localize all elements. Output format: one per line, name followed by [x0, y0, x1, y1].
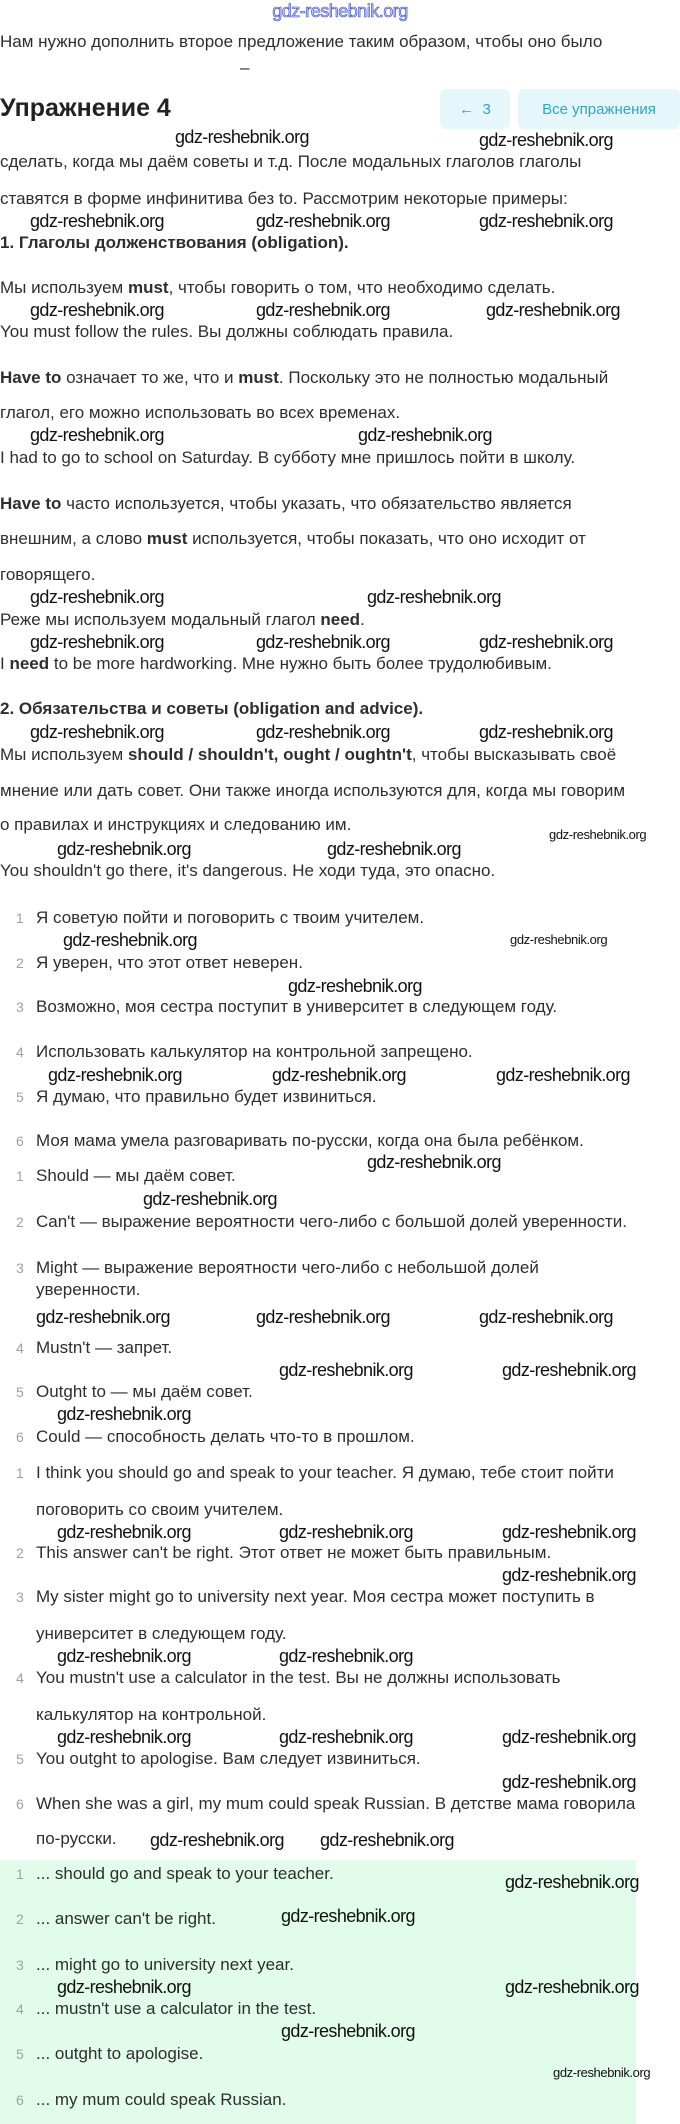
watermark: gdz-reshebnik.org — [288, 976, 422, 996]
watermark: gdz-reshebnik.org — [175, 127, 309, 147]
text: I — [0, 654, 10, 673]
watermark: gdz-reshebnik.org — [57, 1646, 191, 1666]
item-number: 1 — [16, 1866, 24, 1882]
text: . — [360, 610, 365, 629]
watermark: gdz-reshebnik.org — [479, 130, 613, 150]
watermark: gdz-reshebnik.org — [256, 722, 390, 742]
watermark: gdz-reshebnik.org — [57, 1977, 191, 1997]
watermark: gdz-reshebnik.org — [486, 300, 620, 320]
item-number: 3 — [16, 1957, 24, 1973]
text: . Поскольку это не полностью модальный — [278, 368, 609, 387]
item-number: 3 — [16, 999, 24, 1015]
theory-text: глагол, его можно использовать во всех временах. — [0, 403, 401, 422]
answer-item: ... my mum could speak Russian. — [36, 2090, 287, 2109]
watermark: gdz-reshebnik.org — [479, 211, 613, 231]
watermark: gdz-reshebnik.org — [30, 587, 164, 607]
item-number: 6 — [16, 1429, 24, 1445]
list-item: Might — выражение вероятности чего-либо с небольшой долей — [36, 1258, 539, 1277]
theory-text: мнение или дать совет. Они также иногда используются для, когда мы говорим — [0, 781, 626, 800]
intro-text: Нам нужно дополнить второе предложение таким образом, чтобы оно было — [0, 32, 603, 51]
item-number: 1 — [16, 910, 24, 926]
list-item: Я уверен, что этот ответ неверен. — [36, 953, 303, 972]
answer-item: ... mustn't use a calculator in the test. — [36, 1999, 317, 2018]
prev-exercise-button[interactable] — [440, 89, 510, 129]
watermark: gdz-reshebnik.org — [279, 1727, 413, 1747]
watermark: gdz-reshebnik.org — [30, 632, 164, 652]
page-title: Упражнение 4 — [0, 94, 171, 122]
item-number: 2 — [16, 1911, 24, 1927]
watermark: gdz-reshebnik.org — [256, 211, 390, 231]
text: часто используется, чтобы указать, что обязательство является — [61, 494, 572, 513]
list-item: When she was a girl, my mum could speak Russian. В детстве мама говорила — [36, 1794, 636, 1813]
text: Мы используем — [0, 278, 128, 297]
item-number: 1 — [16, 1168, 24, 1184]
item-number: 6 — [16, 1133, 24, 1149]
list-item: This answer can't be right. Этот ответ не может быть правильным. — [36, 1543, 552, 1562]
text-bold: need — [9, 654, 50, 673]
intro-dash: – — [240, 58, 250, 77]
watermark: gdz-reshebnik.org — [479, 722, 613, 742]
watermark: gdz-reshebnik.org — [30, 722, 164, 742]
text: to be more hardworking. Мне нужно быть более трудолюбивым. — [49, 654, 552, 673]
text-bold: need — [320, 610, 361, 629]
watermark-logo: gdz-reshebnik.org — [272, 1, 408, 21]
watermark: gdz-reshebnik.org — [272, 1065, 406, 1085]
item-number: 2 — [16, 1214, 24, 1230]
item-number: 4 — [16, 1340, 24, 1356]
watermark: gdz-reshebnik.org — [30, 425, 164, 445]
all-exercises-button[interactable]: Все упражнения — [518, 89, 680, 129]
theory-text — [0, 494, 572, 514]
watermark: gdz-reshebnik.org — [256, 300, 390, 320]
watermark: gdz-reshebnik.org — [479, 632, 613, 652]
watermark: gdz-reshebnik.org — [367, 587, 501, 607]
watermark: gdz-reshebnik.org — [57, 1522, 191, 1542]
watermark: gdz-reshebnik.org — [48, 1065, 182, 1085]
list-item: Could — способность делать что-то в прошлом. — [36, 1427, 415, 1446]
list-item: Моя мама умела разговаривать по-русски, когда она была ребёнком. — [36, 1131, 584, 1150]
watermark: gdz-reshebnik.org — [510, 932, 608, 947]
watermark: gdz-reshebnik.org — [279, 1360, 413, 1380]
list-item: Outght to — мы даём совет. — [36, 1382, 253, 1401]
list-item-cont: уверенности. — [36, 1280, 141, 1299]
watermark: gdz-reshebnik.org — [281, 2021, 415, 2041]
theory-text: ставятся в форме инфинитива без to. Рассмотрим некоторые примеры: — [0, 189, 568, 208]
list-item: Использовать калькулятор на контрольной запрещено. — [36, 1042, 473, 1061]
item-number: 6 — [16, 1796, 24, 1812]
watermark: gdz-reshebnik.org — [505, 1977, 639, 1997]
watermark: gdz-reshebnik.org — [496, 1065, 630, 1085]
watermark: gdz-reshebnik.org — [502, 1360, 636, 1380]
theory-text — [0, 745, 616, 765]
watermark: gdz-reshebnik.org — [279, 1646, 413, 1666]
watermark: gdz-reshebnik.org — [57, 1727, 191, 1747]
watermark: gdz-reshebnik.org — [358, 425, 492, 445]
watermark: gdz-reshebnik.org — [143, 1189, 277, 1209]
text: Реже мы используем модальный глагол — [0, 610, 321, 629]
example-text: I had to go to school on Saturday. В субботу мне пришлось пойти в школу. — [0, 448, 576, 467]
answer-item: ... should go and speak to your teacher. — [36, 1864, 334, 1883]
section-heading: 1. Глаголы долженствования (obligation). — [0, 233, 349, 252]
item-number: 1 — [16, 1465, 24, 1481]
item-number: 5 — [16, 1089, 24, 1105]
watermark: gdz-reshebnik.org — [36, 1307, 170, 1327]
watermark: gdz-reshebnik.org — [549, 827, 647, 842]
list-item-cont: по-русски. — [36, 1829, 117, 1848]
answer-item: ... outght to apologise. — [36, 2044, 204, 2063]
item-number: 2 — [16, 1545, 24, 1561]
text-bold: should / shouldn't, ought / oughtn't — [127, 745, 412, 764]
list-item: You mustn't use a calculator in the test. Вы не должны использовать — [36, 1668, 561, 1687]
text: означает то же, что и — [61, 368, 239, 387]
watermark: gdz-reshebnik.org — [320, 1830, 454, 1850]
list-item-cont: поговорить со своим учителем. — [36, 1500, 284, 1519]
item-number: 4 — [16, 2001, 24, 2017]
watermark: gdz-reshebnik.org — [327, 839, 461, 859]
item-number: 6 — [16, 2092, 24, 2108]
text-bold: must — [238, 368, 279, 387]
item-number: 5 — [16, 1751, 24, 1767]
list-item: Can't — выражение вероятности чего-либо с большой долей уверенности. — [36, 1212, 627, 1231]
list-item-cont: университет в следующем году. — [36, 1624, 287, 1643]
prev-exercise-label: 3 — [482, 100, 491, 118]
list-item: Я советую пойти и поговорить с твоим учителем. — [36, 908, 425, 927]
text: внешним, а слово — [0, 529, 147, 548]
watermark: gdz-reshebnik.org — [479, 1307, 613, 1327]
watermark: gdz-reshebnik.org — [63, 930, 197, 950]
text-bold: must — [146, 529, 188, 548]
item-number: 5 — [16, 2046, 24, 2062]
answer-item: ... might go to university next year. — [36, 1955, 294, 1974]
watermark: gdz-reshebnik.org — [57, 839, 191, 859]
watermark: gdz-reshebnik.org — [553, 2065, 651, 2080]
watermark: gdz-reshebnik.org — [30, 211, 164, 231]
theory-text — [0, 368, 608, 388]
example-text: You must follow the rules. Вы должны соблюдать правила. — [0, 322, 454, 341]
theory-text — [0, 610, 365, 630]
list-item: Mustn't — запрет. — [36, 1338, 173, 1357]
list-item: You outght to apologise. Вам следует извиниться. — [36, 1749, 421, 1768]
theory-text — [0, 278, 555, 298]
watermark: gdz-reshebnik.org — [502, 1565, 636, 1585]
list-item: I think you should go and speak to your teacher. Я думаю, тебе стоит пойти — [36, 1463, 614, 1482]
text: , чтобы говорить о том, что необходимо сделать. — [168, 278, 556, 297]
item-number: 3 — [16, 1589, 24, 1605]
item-number: 4 — [16, 1044, 24, 1060]
section-heading: 2. Обязательства и советы (obligation and advice). — [0, 699, 424, 718]
watermark: gdz-reshebnik.org — [279, 1522, 413, 1542]
list-item-cont: калькулятор на контрольной. — [36, 1705, 267, 1724]
watermark: gdz-reshebnik.org — [502, 1727, 636, 1747]
watermark: gdz-reshebnik.org — [505, 1872, 639, 1892]
theory-text — [0, 529, 586, 549]
item-number: 2 — [16, 955, 24, 971]
example-text: You shouldn't go there, it's dangerous. Не ходи туда, это опасно. — [0, 861, 496, 880]
arrow-left-icon: ← — [459, 100, 475, 118]
text-bold: Have to — [0, 368, 62, 387]
text: , чтобы высказывать своё — [411, 745, 617, 764]
list-item: Я думаю, что правильно будет извиниться. — [36, 1087, 377, 1106]
theory-text: о правилах и инструкциях и следованию им. — [0, 815, 352, 834]
item-number: 5 — [16, 1384, 24, 1400]
list-item: Should — мы даём совет. — [36, 1166, 236, 1185]
item-number: 3 — [16, 1260, 24, 1276]
list-item: Возможно, моя сестра поступит в университет в следующем году. — [36, 997, 558, 1016]
watermark: gdz-reshebnik.org — [281, 1906, 415, 1926]
text-bold: Have to — [0, 494, 62, 513]
watermark: gdz-reshebnik.org — [30, 300, 164, 320]
example-text — [0, 654, 552, 674]
text: используется, чтобы показать, что оно исходит от — [187, 529, 586, 548]
watermark: gdz-reshebnik.org — [502, 1772, 636, 1792]
watermark: gdz-reshebnik.org — [150, 1830, 284, 1850]
watermark: gdz-reshebnik.org — [367, 1152, 501, 1172]
watermark: gdz-reshebnik.org — [256, 632, 390, 652]
list-item: My sister might go to university next year. Моя сестра может поступить в — [36, 1587, 595, 1606]
watermark: gdz-reshebnik.org — [57, 1404, 191, 1424]
watermark: gdz-reshebnik.org — [502, 1522, 636, 1542]
theory-text: сделать, когда мы даём советы и т.д. После модальных глаголов глаголы — [0, 152, 582, 171]
item-number: 4 — [16, 1670, 24, 1686]
theory-text: говорящего. — [0, 565, 96, 584]
answer-item: ... answer can't be right. — [36, 1909, 216, 1928]
text-bold: must — [127, 278, 169, 297]
watermark: gdz-reshebnik.org — [256, 1307, 390, 1327]
text: Мы используем — [0, 745, 128, 764]
